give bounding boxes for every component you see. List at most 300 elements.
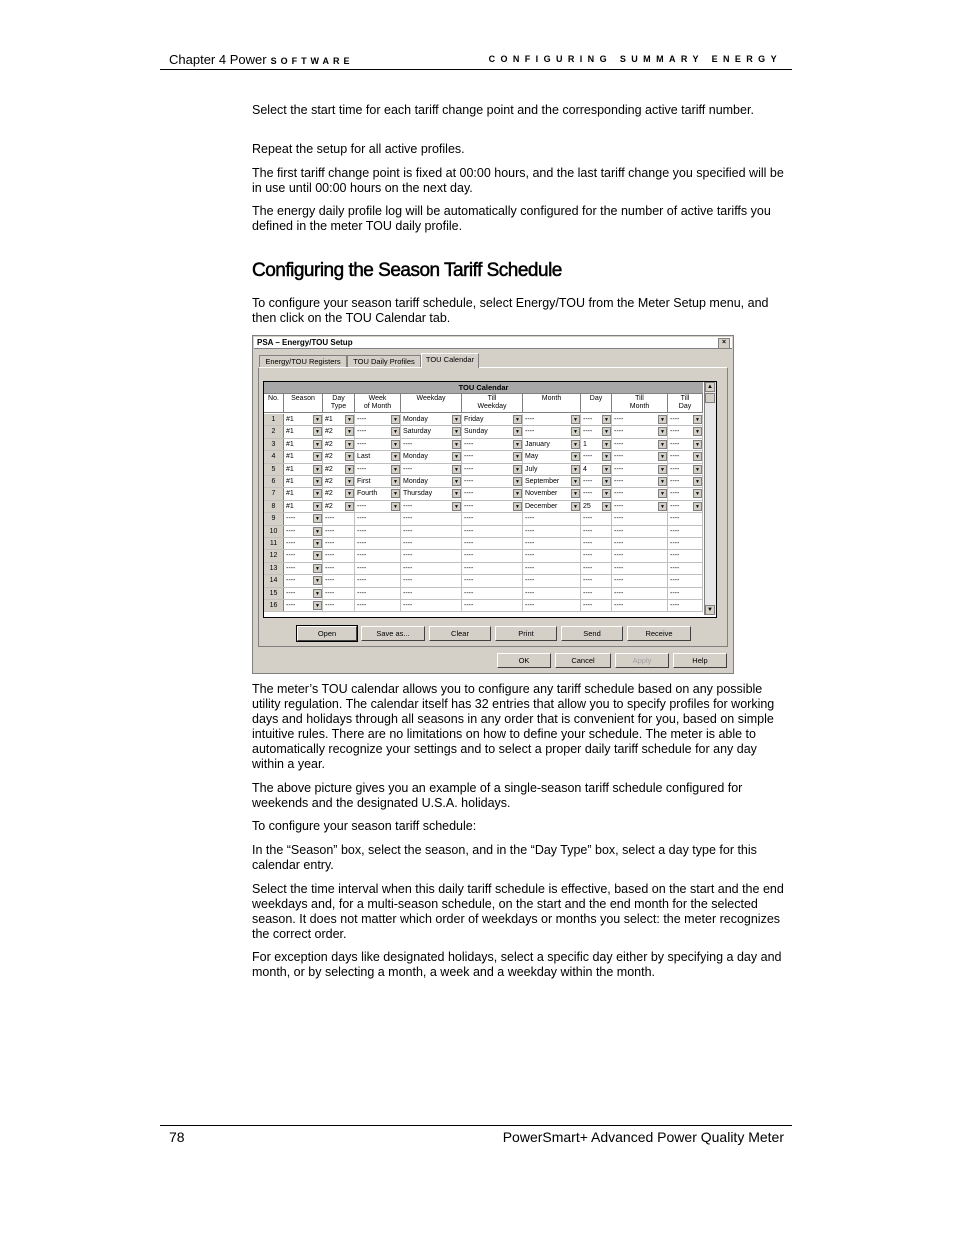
grid-title: TOU Calendar <box>264 382 703 394</box>
dropdown-arrow-icon[interactable]: ▼ <box>345 465 354 474</box>
dialog-title: PSA – Energy/TOU Setup <box>257 338 353 347</box>
col-week-of-month-cell[interactable]: ---- <box>355 414 401 425</box>
col-season-cell[interactable]: ---- <box>284 588 323 599</box>
table-row <box>264 464 703 476</box>
col-till-month-cell[interactable]: ---- <box>612 414 668 425</box>
col-day-type-cell[interactable]: #2 <box>323 451 355 462</box>
dropdown-arrow-icon[interactable]: ▼ <box>313 502 322 511</box>
col-weekday-cell[interactable]: ---- <box>401 513 462 524</box>
dropdown-arrow-icon[interactable]: ▼ <box>313 551 322 560</box>
dropdown-arrow-icon[interactable]: ▼ <box>693 489 702 498</box>
tab-tou-daily-profiles[interactable]: TOU Daily Profiles <box>347 355 421 368</box>
col-month-cell[interactable]: May <box>523 451 581 462</box>
dropdown-arrow-icon[interactable]: ▼ <box>391 502 400 511</box>
dropdown-arrow-icon[interactable]: ▼ <box>602 415 611 424</box>
row-number: 7 <box>264 488 284 499</box>
vertical-scrollbar[interactable] <box>704 382 716 615</box>
col-day-type-cell[interactable]: #2 <box>323 426 355 437</box>
table-row <box>264 575 703 587</box>
col-till-weekday-cell[interactable]: ---- <box>462 526 523 537</box>
col-day-type-cell[interactable]: #2 <box>323 464 355 475</box>
col-till-weekday-cell[interactable]: ---- <box>462 501 523 512</box>
col-month-cell[interactable]: ---- <box>523 575 581 586</box>
dropdown-arrow-icon[interactable]: ▼ <box>452 489 461 498</box>
table-row <box>264 414 703 426</box>
col-till-day-cell[interactable]: ---- <box>668 414 703 425</box>
col-weekday-cell[interactable]: ---- <box>401 600 462 611</box>
row-number: 9 <box>264 513 284 524</box>
col-day-type-cell[interactable]: ---- <box>323 563 355 574</box>
col-till-weekday-cell[interactable]: ---- <box>462 464 523 475</box>
dropdown-arrow-icon[interactable]: ▼ <box>693 452 702 461</box>
col-weekday-cell[interactable]: ---- <box>401 464 462 475</box>
col-till-day-cell[interactable]: ---- <box>668 513 703 524</box>
col-till-day-cell[interactable]: ---- <box>668 588 703 599</box>
table-row <box>264 600 703 612</box>
col-weekday-cell[interactable]: ---- <box>401 550 462 561</box>
dropdown-arrow-icon[interactable]: ▼ <box>345 440 354 449</box>
col-till-month-cell[interactable]: ---- <box>612 476 668 487</box>
row-number: 14 <box>264 575 284 586</box>
dropdown-arrow-icon[interactable]: ▼ <box>693 465 702 474</box>
dropdown-arrow-icon[interactable]: ▼ <box>391 427 400 436</box>
dropdown-arrow-icon[interactable]: ▼ <box>658 452 667 461</box>
col-season-cell[interactable]: #1 <box>284 426 323 437</box>
col-season-cell[interactable]: #1 <box>284 414 323 425</box>
col-day-cell[interactable]: ---- <box>581 488 612 499</box>
col-weekday-cell[interactable]: Monday <box>401 414 462 425</box>
dropdown-arrow-icon[interactable]: ▼ <box>571 465 580 474</box>
dropdown-arrow-icon[interactable]: ▼ <box>345 489 354 498</box>
col-month-cell[interactable]: ---- <box>523 513 581 524</box>
col-till-weekday-cell[interactable]: ---- <box>462 439 523 450</box>
dropdown-arrow-icon[interactable]: ▼ <box>452 477 461 486</box>
dropdown-arrow-icon[interactable]: ▼ <box>345 427 354 436</box>
col-weekday-cell[interactable]: ---- <box>401 588 462 599</box>
dropdown-arrow-icon[interactable]: ▼ <box>313 452 322 461</box>
col-season-cell[interactable]: #1 <box>284 451 323 462</box>
table-row <box>264 526 703 538</box>
col-month-cell[interactable]: ---- <box>523 600 581 611</box>
paragraph: Select the time interval when this daily tariff schedule is effective, based on the start and the end weekdays and, for a multi-season schedule, on the start and the end month for the selected season. It does not matter which order of weekdays or months you select: the meter recognizes the correct order. <box>252 882 784 941</box>
col-till-day-cell[interactable]: ---- <box>668 439 703 450</box>
dropdown-arrow-icon[interactable]: ▼ <box>571 452 580 461</box>
dropdown-arrow-icon[interactable]: ▼ <box>452 502 461 511</box>
col-week-of-month-header: Week of Month <box>355 394 401 413</box>
col-month-cell[interactable]: ---- <box>523 563 581 574</box>
col-day-type-cell[interactable]: #1 <box>323 414 355 425</box>
col-season-cell[interactable]: ---- <box>284 526 323 537</box>
col-day-type-cell[interactable]: ---- <box>323 588 355 599</box>
table-row <box>264 538 703 550</box>
col-till-month-cell[interactable]: ---- <box>612 426 668 437</box>
col-till-weekday-cell[interactable]: ---- <box>462 476 523 487</box>
table-row <box>264 451 703 463</box>
row-number: 3 <box>264 439 284 450</box>
clear-button[interactable]: Clear <box>429 626 491 641</box>
col-season-cell[interactable]: #1 <box>284 439 323 450</box>
col-weekday-cell[interactable]: Monday <box>401 451 462 462</box>
table-row <box>264 588 703 600</box>
dropdown-arrow-icon[interactable]: ▼ <box>658 502 667 511</box>
col-till-weekday-header: Till Weekday <box>462 394 523 413</box>
tab-tou-calendar[interactable]: TOU Calendar <box>421 353 479 368</box>
col-till-month-cell[interactable]: ---- <box>612 550 668 561</box>
col-week-of-month-cell[interactable]: ---- <box>355 464 401 475</box>
row-number: 2 <box>264 426 284 437</box>
col-day-cell[interactable]: ---- <box>581 414 612 425</box>
col-till-month-header: Till Month <box>612 394 668 413</box>
dropdown-arrow-icon[interactable]: ▼ <box>602 477 611 486</box>
col-day-type-cell[interactable]: ---- <box>323 600 355 611</box>
col-till-weekday-cell[interactable]: ---- <box>462 451 523 462</box>
col-month-cell[interactable]: ---- <box>523 538 581 549</box>
table-row <box>264 550 703 562</box>
col-day-cell[interactable]: ---- <box>581 426 612 437</box>
col-weekday-cell[interactable]: ---- <box>401 526 462 537</box>
col-week-of-month-cell[interactable]: Last <box>355 451 401 462</box>
col-till-month-cell[interactable]: ---- <box>612 439 668 450</box>
col-day-cell[interactable]: ---- <box>581 476 612 487</box>
dropdown-arrow-icon[interactable]: ▼ <box>571 489 580 498</box>
dropdown-arrow-icon[interactable]: ▼ <box>693 440 702 449</box>
col-weekday-cell[interactable]: ---- <box>401 439 462 450</box>
dropdown-arrow-icon[interactable]: ▼ <box>345 477 354 486</box>
scroll-up-icon[interactable]: ▲ <box>705 382 715 392</box>
col-month-header: Month <box>523 394 581 413</box>
col-week-of-month-cell[interactable]: First <box>355 476 401 487</box>
page-footer <box>160 1125 792 1145</box>
col-day-cell[interactable]: ---- <box>581 550 612 561</box>
paragraph: Select the start time for each tariff change point and the corresponding active tariff number. <box>252 103 754 117</box>
dropdown-arrow-icon[interactable]: ▼ <box>313 477 322 486</box>
col-weekday-cell[interactable]: ---- <box>401 575 462 586</box>
dropdown-arrow-icon[interactable]: ▼ <box>571 415 580 424</box>
col-till-day-cell[interactable]: ---- <box>668 488 703 499</box>
row-number: 16 <box>264 600 284 611</box>
col-weekday-cell[interactable]: Thursday <box>401 488 462 499</box>
col-month-cell[interactable]: ---- <box>523 414 581 425</box>
col-day-type-cell[interactable]: ---- <box>323 538 355 549</box>
table-row <box>264 476 703 488</box>
dropdown-arrow-icon[interactable]: ▼ <box>658 477 667 486</box>
dropdown-arrow-icon[interactable]: ▼ <box>602 489 611 498</box>
dropdown-arrow-icon[interactable]: ▼ <box>391 465 400 474</box>
apply-button[interactable]: Apply <box>615 653 669 668</box>
send-button[interactable]: Send <box>561 626 623 641</box>
col-till-weekday-cell[interactable]: ---- <box>462 550 523 561</box>
dropdown-arrow-icon[interactable]: ▼ <box>513 477 522 486</box>
col-season-cell[interactable]: #1 <box>284 476 323 487</box>
col-week-of-month-cell[interactable]: ---- <box>355 513 401 524</box>
col-week-of-month-cell[interactable]: ---- <box>355 575 401 586</box>
paragraph: For exception days like designated holidays, select a specific day either by specifying a day and month, or by selecting a month, a week and a weekday within the month. <box>252 950 782 979</box>
col-day-cell[interactable]: ---- <box>581 538 612 549</box>
scroll-down-icon[interactable]: ▼ <box>705 605 715 615</box>
dropdown-arrow-icon[interactable]: ▼ <box>513 427 522 436</box>
dropdown-arrow-icon[interactable]: ▼ <box>513 489 522 498</box>
dropdown-arrow-icon[interactable]: ▼ <box>345 415 354 424</box>
col-till-day-cell[interactable]: ---- <box>668 501 703 512</box>
dropdown-arrow-icon[interactable]: ▼ <box>693 477 702 486</box>
col-week-of-month-cell[interactable]: ---- <box>355 588 401 599</box>
col-till-day-cell[interactable]: ---- <box>668 464 703 475</box>
dropdown-arrow-icon[interactable]: ▼ <box>658 489 667 498</box>
col-till-month-cell[interactable]: ---- <box>612 588 668 599</box>
dropdown-arrow-icon[interactable]: ▼ <box>602 440 611 449</box>
row-number: 8 <box>264 501 284 512</box>
cancel-button[interactable]: Cancel <box>555 653 611 668</box>
dropdown-arrow-icon[interactable]: ▼ <box>345 452 354 461</box>
col-season-cell[interactable]: ---- <box>284 563 323 574</box>
dropdown-arrow-icon[interactable]: ▼ <box>313 427 322 436</box>
col-day-type-cell[interactable]: #2 <box>323 488 355 499</box>
col-day-cell[interactable]: 4 <box>581 464 612 475</box>
col-till-day-cell[interactable]: ---- <box>668 426 703 437</box>
col-week-of-month-cell[interactable]: ---- <box>355 526 401 537</box>
paragraph: The energy daily profile log will be automatically configured for the number of active tariffs you defined in the meter TOU daily profile. <box>252 204 771 233</box>
col-day-type-cell[interactable]: ---- <box>323 526 355 537</box>
col-till-weekday-cell[interactable]: ---- <box>462 575 523 586</box>
manual-title: PowerSmart+ Advanced Power Quality Meter <box>502 1129 784 1145</box>
dialog-title-bar <box>254 337 732 349</box>
dropdown-arrow-icon[interactable]: ▼ <box>693 415 702 424</box>
dropdown-arrow-icon[interactable]: ▼ <box>602 427 611 436</box>
col-day-type-cell[interactable]: ---- <box>323 513 355 524</box>
page-header <box>160 52 792 70</box>
paragraph: To configure your season tariff schedule, select Energy/TOU from the Meter Setup menu, and then click on the TOU Calendar tab. <box>252 296 769 325</box>
dropdown-arrow-icon[interactable]: ▼ <box>571 427 580 436</box>
col-till-day-cell[interactable]: ---- <box>668 476 703 487</box>
dropdown-arrow-icon[interactable]: ▼ <box>313 539 322 548</box>
dropdown-arrow-icon[interactable]: ▼ <box>313 589 322 598</box>
table-row <box>264 513 703 525</box>
col-day-cell[interactable]: ---- <box>581 563 612 574</box>
col-day-cell[interactable]: ---- <box>581 526 612 537</box>
col-till-weekday-cell[interactable]: ---- <box>462 563 523 574</box>
dropdown-arrow-icon[interactable]: ▼ <box>313 601 322 610</box>
col-day-type-cell[interactable]: #2 <box>323 439 355 450</box>
col-day-type-cell[interactable]: #2 <box>323 476 355 487</box>
dropdown-arrow-icon[interactable]: ▼ <box>452 440 461 449</box>
col-till-month-cell[interactable]: ---- <box>612 501 668 512</box>
col-till-weekday-cell[interactable]: Friday <box>462 414 523 425</box>
col-week-of-month-cell[interactable]: ---- <box>355 550 401 561</box>
col-till-day-cell[interactable]: ---- <box>668 526 703 537</box>
col-weekday-cell[interactable]: ---- <box>401 501 462 512</box>
col-season-cell[interactable]: ---- <box>284 550 323 561</box>
paragraph: The above picture gives you an example of a single-season tariff schedule configured for weekends and the designated U.S.A. holidays. <box>252 781 743 810</box>
dropdown-arrow-icon[interactable]: ▼ <box>313 489 322 498</box>
col-no-header: No. <box>264 394 284 413</box>
col-day-header: Day <box>581 394 612 413</box>
col-season-cell[interactable]: #1 <box>284 501 323 512</box>
col-week-of-month-cell[interactable]: ---- <box>355 538 401 549</box>
row-number: 1 <box>264 414 284 425</box>
dropdown-arrow-icon[interactable]: ▼ <box>391 489 400 498</box>
col-till-weekday-cell[interactable]: ---- <box>462 588 523 599</box>
dropdown-arrow-icon[interactable]: ▼ <box>571 477 580 486</box>
col-day-cell[interactable]: 25 <box>581 501 612 512</box>
paragraph: The first tariff change point is fixed at 00:00 hours, and the last tariff change you specified will be in use until 00:00 hours on the next day. <box>252 166 784 195</box>
dropdown-arrow-icon[interactable]: ▼ <box>452 427 461 436</box>
col-month-cell[interactable]: ---- <box>523 550 581 561</box>
col-day-type-cell[interactable]: ---- <box>323 550 355 561</box>
col-day-cell[interactable]: ---- <box>581 513 612 524</box>
dropdown-arrow-icon[interactable]: ▼ <box>571 440 580 449</box>
chapter-label: Chapter 4 Power SOFTWARE <box>169 52 354 67</box>
col-month-cell[interactable]: ---- <box>523 588 581 599</box>
col-week-of-month-cell[interactable]: Fourth <box>355 488 401 499</box>
col-season-cell[interactable]: ---- <box>284 538 323 549</box>
col-month-cell[interactable]: ---- <box>523 526 581 537</box>
col-till-month-cell[interactable]: ---- <box>612 464 668 475</box>
scroll-thumb[interactable] <box>705 393 715 403</box>
save-as-button[interactable]: Save as... <box>361 626 425 641</box>
open-button[interactable]: Open <box>297 626 357 641</box>
col-day-cell[interactable]: ---- <box>581 451 612 462</box>
tab-energy-tou-registers[interactable]: Energy/TOU Registers <box>259 355 347 368</box>
col-day-type-cell[interactable]: #2 <box>323 501 355 512</box>
help-button[interactable]: Help <box>673 653 727 668</box>
col-till-weekday-cell[interactable]: ---- <box>462 538 523 549</box>
col-till-month-cell[interactable]: ---- <box>612 513 668 524</box>
col-till-day-cell[interactable]: ---- <box>668 538 703 549</box>
col-till-month-cell[interactable]: ---- <box>612 600 668 611</box>
table-row <box>264 488 703 500</box>
dropdown-arrow-icon[interactable]: ▼ <box>658 465 667 474</box>
paragraph: In the “Season” box, select the season, and in the “Day Type” box, select a day type for this calendar entry. <box>252 843 757 872</box>
dropdown-arrow-icon[interactable]: ▼ <box>513 440 522 449</box>
col-till-weekday-cell[interactable]: ---- <box>462 488 523 499</box>
tou-calendar-grid <box>263 381 717 618</box>
paragraph: Repeat the setup for all active profiles. <box>252 142 465 156</box>
col-till-month-cell[interactable]: ---- <box>612 563 668 574</box>
col-till-month-cell[interactable]: ---- <box>612 451 668 462</box>
col-week-of-month-cell[interactable]: ---- <box>355 563 401 574</box>
dropdown-arrow-icon[interactable]: ▼ <box>513 502 522 511</box>
row-number: 15 <box>264 588 284 599</box>
dropdown-arrow-icon[interactable]: ▼ <box>313 527 322 536</box>
row-number: 4 <box>264 451 284 462</box>
col-month-cell[interactable]: September <box>523 476 581 487</box>
col-month-cell[interactable]: January <box>523 439 581 450</box>
col-till-day-cell[interactable]: ---- <box>668 600 703 611</box>
dropdown-arrow-icon[interactable]: ▼ <box>391 477 400 486</box>
col-week-of-month-cell[interactable]: ---- <box>355 439 401 450</box>
section-label: CONFIGURING SUMMARY ENERGY <box>488 54 782 64</box>
col-till-day-cell[interactable]: ---- <box>668 575 703 586</box>
dropdown-arrow-icon[interactable]: ▼ <box>602 502 611 511</box>
col-till-day-cell[interactable]: ---- <box>668 451 703 462</box>
row-number: 10 <box>264 526 284 537</box>
energy-tou-setup-dialog <box>252 335 734 674</box>
col-season-cell[interactable]: ---- <box>284 600 323 611</box>
col-month-cell[interactable]: July <box>523 464 581 475</box>
chapter-suffix: SOFTWARE <box>270 56 354 66</box>
col-day-cell[interactable]: 1 <box>581 439 612 450</box>
dropdown-arrow-icon[interactable]: ▼ <box>391 452 400 461</box>
col-till-day-cell[interactable]: ---- <box>668 563 703 574</box>
dropdown-arrow-icon[interactable]: ▼ <box>313 415 322 424</box>
col-day-cell[interactable]: ---- <box>581 600 612 611</box>
col-till-day-header: Till Day <box>668 394 703 413</box>
row-number: 12 <box>264 550 284 561</box>
col-week-of-month-cell[interactable]: ---- <box>355 501 401 512</box>
dropdown-arrow-icon[interactable]: ▼ <box>452 415 461 424</box>
section-heading: Configuring the Season Tariff Schedule <box>252 260 562 281</box>
dropdown-arrow-icon[interactable]: ▼ <box>513 465 522 474</box>
col-till-weekday-cell[interactable]: ---- <box>462 513 523 524</box>
dropdown-arrow-icon[interactable]: ▼ <box>391 440 400 449</box>
col-season-header: Season <box>284 394 323 413</box>
col-till-month-cell[interactable]: ---- <box>612 526 668 537</box>
col-till-month-cell[interactable]: ---- <box>612 575 668 586</box>
dropdown-arrow-icon[interactable]: ▼ <box>571 502 580 511</box>
col-month-cell[interactable]: November <box>523 488 581 499</box>
col-season-cell[interactable]: #1 <box>284 464 323 475</box>
col-till-month-cell[interactable]: ---- <box>612 538 668 549</box>
row-number: 5 <box>264 464 284 475</box>
dropdown-arrow-icon[interactable]: ▼ <box>693 427 702 436</box>
dropdown-arrow-icon[interactable]: ▼ <box>513 415 522 424</box>
col-day-type-cell[interactable]: ---- <box>323 575 355 586</box>
col-weekday-cell[interactable]: ---- <box>401 563 462 574</box>
dropdown-arrow-icon[interactable]: ▼ <box>313 440 322 449</box>
dropdown-arrow-icon[interactable]: ▼ <box>452 452 461 461</box>
col-weekday-cell[interactable]: Monday <box>401 476 462 487</box>
dropdown-arrow-icon[interactable]: ▼ <box>602 465 611 474</box>
dropdown-arrow-icon[interactable]: ▼ <box>313 564 322 573</box>
dropdown-arrow-icon[interactable]: ▼ <box>602 452 611 461</box>
col-till-day-cell[interactable]: ---- <box>668 550 703 561</box>
paragraph: The meter’s TOU calendar allows you to configure any tariff schedule based on any possible utility regulation. The calendar itself has 32 entries that allow you to specify profiles for working days and holidays through all seasons in any order that is convenient for you, based on simple intuitive rules. There are no limitations on how to define your schedule. The meter is able to automatically recognize your settings and to select a proper daily tariff schedule for any day within a year. <box>252 682 775 771</box>
receive-button[interactable]: Receive <box>627 626 691 641</box>
dropdown-arrow-icon[interactable]: ▼ <box>313 576 322 585</box>
dropdown-arrow-icon[interactable]: ▼ <box>391 415 400 424</box>
dropdown-arrow-icon[interactable]: ▼ <box>313 514 322 523</box>
table-row <box>264 501 703 513</box>
col-week-of-month-cell[interactable]: ---- <box>355 426 401 437</box>
dropdown-arrow-icon[interactable]: ▼ <box>658 427 667 436</box>
dropdown-arrow-icon[interactable]: ▼ <box>345 502 354 511</box>
col-season-cell[interactable]: #1 <box>284 488 323 499</box>
col-till-weekday-cell[interactable]: Sunday <box>462 426 523 437</box>
dropdown-arrow-icon[interactable]: ▼ <box>658 440 667 449</box>
col-weekday-cell[interactable]: Saturday <box>401 426 462 437</box>
col-till-month-cell[interactable]: ---- <box>612 488 668 499</box>
col-season-cell[interactable]: ---- <box>284 575 323 586</box>
dropdown-arrow-icon[interactable]: ▼ <box>658 415 667 424</box>
table-row <box>264 439 703 451</box>
col-month-cell[interactable]: December <box>523 501 581 512</box>
col-till-weekday-cell[interactable]: ---- <box>462 600 523 611</box>
col-day-cell[interactable]: ---- <box>581 588 612 599</box>
dropdown-arrow-icon[interactable]: ▼ <box>452 465 461 474</box>
close-icon[interactable]: × <box>718 338 730 349</box>
dropdown-arrow-icon[interactable]: ▼ <box>693 502 702 511</box>
dropdown-arrow-icon[interactable]: ▼ <box>513 452 522 461</box>
ok-button[interactable]: OK <box>497 653 551 668</box>
print-button[interactable]: Print <box>495 626 557 641</box>
dropdown-arrow-icon[interactable]: ▼ <box>313 465 322 474</box>
col-weekday-cell[interactable]: ---- <box>401 538 462 549</box>
col-month-cell[interactable]: ---- <box>523 426 581 437</box>
col-week-of-month-cell[interactable]: ---- <box>355 600 401 611</box>
col-season-cell[interactable]: ---- <box>284 513 323 524</box>
table-row <box>264 563 703 575</box>
col-day-cell[interactable]: ---- <box>581 575 612 586</box>
